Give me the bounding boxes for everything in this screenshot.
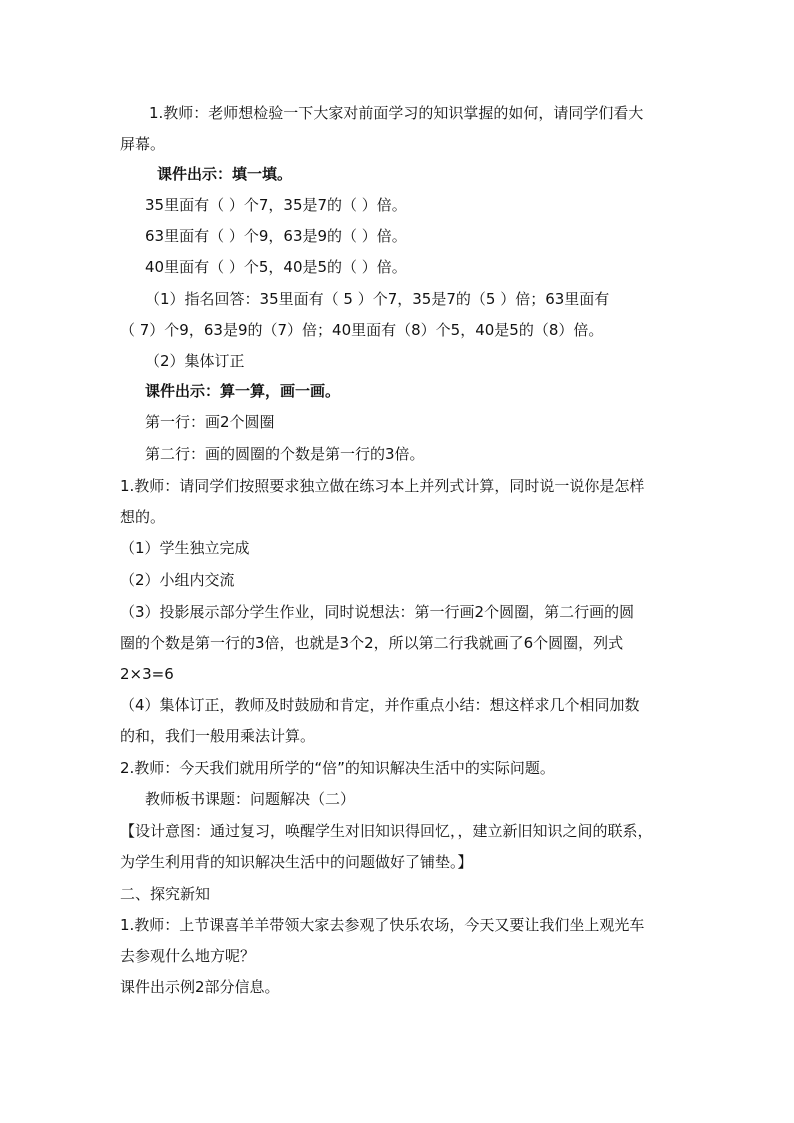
text-line-step-2: （2）小组内交流 (120, 571, 235, 589)
text-line-board-title: 教师板书课题：问题解决（二） (145, 790, 356, 808)
text-line-1: 1.教师：老师想检验一下大家对前面学习的知识掌握的如何，请同学们看大 (149, 104, 644, 122)
text-line-example-info: 课件出示例2部分信息。 (120, 978, 280, 996)
text-line-design-intent-cont: 为学生利用背的知识解决生活中的问题做好了铺垫。】 (120, 853, 473, 871)
text-line-step-3-cont: 圈的个数是第一行的3倍，也就是3个2，所以第二行我就画了6个圆圈，列式 (120, 634, 624, 652)
question-line-1: 35里面有（ ）个7，35是7的（ ）倍。 (145, 196, 407, 214)
section-heading-fill-in: 课件出示：填一填。 (157, 165, 293, 183)
text-line-teacher-topic: 2.教师：今天我们就用所学的“倍”的知识解决生活中的实际问题。 (120, 759, 555, 777)
text-line-teacher-farm: 1.教师：上节课喜羊羊带领大家去参观了快乐农场，今天又要让我们坐上观光车 (120, 916, 645, 934)
text-line-step-1: （1）学生独立完成 (120, 539, 250, 557)
text-line-equation: 2×3=6 (120, 665, 174, 683)
answer-line-1: （1）指名回答：35里面有（ 5 ）个7，35是7的（5 ）倍；63里面有 (145, 290, 610, 308)
answer-line-2: （ 7）个9，63是9的（7）倍；40里面有（8）个5，40是5的（8）倍。 (120, 321, 604, 339)
text-line-step-3: （3）投影展示部分学生作业，同时说想法：第一行画2个圆圈，第二行画的圆 (120, 603, 635, 621)
text-line-teacher-instruction: 1.教师：请同学们按照要求独立做在练习本上并列式计算，同时说一说你是怎样 (120, 477, 645, 495)
text-line-second-row: 第二行：画的圆圈的个数是第一行的3倍。 (145, 445, 425, 463)
section-heading-explore: 二、探究新知 (120, 885, 211, 903)
text-line-2: 屏幕。 (120, 135, 166, 153)
section-heading-calculate-draw: 课件出示：算一算，画一画。 (145, 382, 341, 400)
text-line-design-intent: 【设计意图：通过复习，唤醒学生对旧知识得回忆，，建立新旧知识之间的联系， (120, 822, 653, 840)
text-line-teacher-instruction-cont: 想的。 (120, 508, 166, 526)
text-line-collective-correction: （2）集体订正 (145, 352, 245, 370)
text-line-first-row: 第一行：画2个圆圈 (145, 413, 275, 431)
question-line-3: 40里面有（ ）个5，40是5的（ ）倍。 (145, 258, 407, 276)
text-line-step-4-cont: 的和，我们一般用乘法计算。 (120, 727, 316, 745)
text-line-step-4: （4）集体订正，教师及时鼓励和肯定，并作重点小结：想这样求几个相同加数 (120, 696, 640, 714)
question-line-2: 63里面有（ ）个9，63是9的（ ）倍。 (145, 227, 407, 245)
text-line-teacher-farm-cont: 去参观什么地方呢？ (120, 947, 256, 965)
